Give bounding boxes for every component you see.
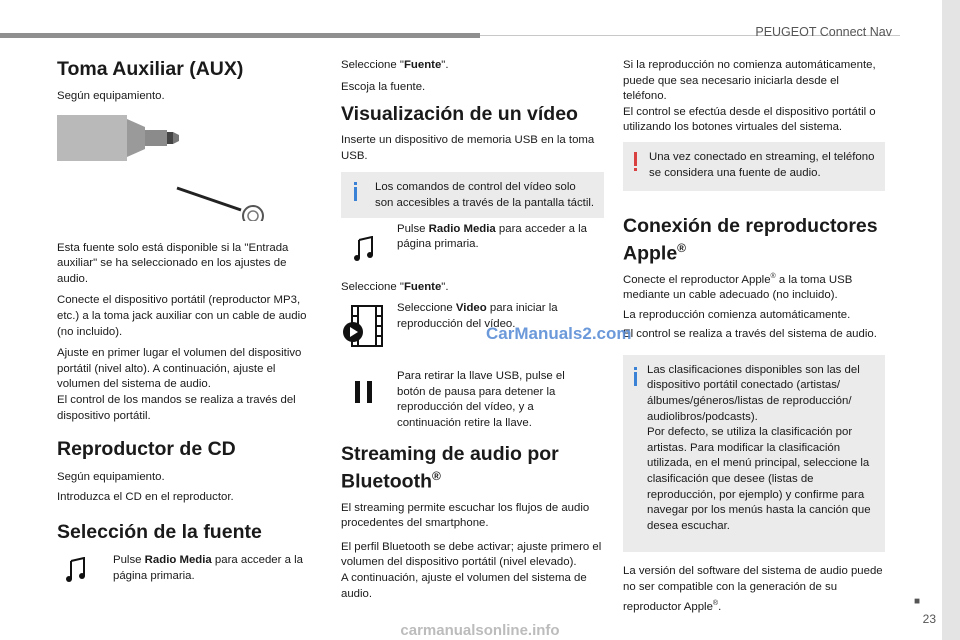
cd-title: Reproductor de CD xyxy=(57,438,236,461)
aux-paragraph-2: Conecte el dispositivo portátil (reproductor MP3, etc.) a la toma jack auxiliar con un cable de audio (no incluido). xyxy=(57,294,307,338)
video-select-text: Seleccione Video para iniciar la reproducción del vídeo. xyxy=(397,302,558,330)
streaming-paragraph-2: El control se efectúa desde el dispositivo portátil o utilizando los botones virtuales del sistema. xyxy=(623,105,876,134)
video-remove-text: Para retirar la llave USB, pulse el botón de pausa para detener la reproducción del vídeo, y a continuación retire la llave. xyxy=(397,370,565,429)
apple-info-note xyxy=(623,355,885,553)
video-title: Visualización de un vídeo xyxy=(341,103,578,126)
watermark-mid: CarManuals2.com xyxy=(486,324,632,343)
video-pulse-step xyxy=(341,222,603,272)
info-icon xyxy=(634,367,637,386)
video-info-note xyxy=(341,172,604,217)
apple-title: Conexión de reproductores Apple® xyxy=(623,215,878,265)
column-1 xyxy=(57,58,319,587)
page-number: 23 xyxy=(922,612,936,626)
apple-paragraph-1: Conecte el reproductor Apple® a la toma USB mediante un cable adecuado (no incluido). xyxy=(623,272,853,302)
streaming-warning-text: Una vez conectado en streaming, el teléfono se considera una fuente de audio. xyxy=(649,150,875,179)
video-pulse-text: Pulse Radio Media para acceder a la página primaria. xyxy=(397,222,587,251)
apple-paragraph-3: El control se realiza a través del sistema de audio. xyxy=(623,328,877,341)
page-side-tab xyxy=(942,0,960,640)
warning-icon xyxy=(634,152,637,171)
bluetooth-paragraph-1: El streaming permite escuchar los flujos de audio procedentes del smartphone. xyxy=(341,501,590,530)
apple-info-text-2: Por defecto, se utiliza la clasificación por artistas. Para modificar la clasificación utilizada, en el menú principal, seleccione la clasificación que desee (listas de reproducción, por ejemplo) y confirme para navegar por los menús hasta la canción que desea escuchar. xyxy=(647,426,871,532)
cd-insert: Introduzca el CD en el reproductor. xyxy=(57,490,234,503)
source-step xyxy=(57,553,319,587)
video-info-text: Los comandos de control del vídeo solo son accesibles a través de la pantalla táctil. xyxy=(375,181,595,209)
select-source-text: Seleccione "Fuente". xyxy=(341,59,449,71)
source-step-text: Pulse Radio Media para acceder a la página primaria. xyxy=(113,554,303,582)
streaming-warning-note xyxy=(623,142,885,191)
apple-info-text-1: Las clasificaciones disponibles son las del dispositivo portátil conectado (artistas/ álbumes/géneros/listas de reproducción/ audiolibros/podcasts). xyxy=(647,363,860,423)
watermark-footer: carmanualsonline.info xyxy=(400,622,560,639)
apple-paragraph-2: La reproducción comienza automáticamente. xyxy=(623,308,851,321)
column-3 xyxy=(623,58,885,615)
header-rule xyxy=(0,33,480,38)
pause-icon xyxy=(355,381,373,403)
aux-paragraph-4: El control de los mandos se realiza a través del dispositivo portátil. xyxy=(57,393,296,422)
header-title: PEUGEOT Connect Nav xyxy=(755,25,892,39)
cd-equipment: Según equipamiento. xyxy=(57,471,165,484)
source-title: Selección de la fuente xyxy=(57,521,262,544)
page-bullet: ■ xyxy=(913,596,920,607)
video-select-source: Seleccione "Fuente". xyxy=(341,280,449,293)
apple-paragraph-4: La versión del software del sistema de audio puede no ser compatible con la generación de su reproductor Apple®. xyxy=(623,565,883,613)
video-insert-text: Inserte un dispositivo de memoria USB en la toma USB. xyxy=(341,134,595,162)
bluetooth-paragraph-2: El perfil Bluetooth se debe activar; ajuste primero el volumen del dispositivo portátil (nivel elevado). xyxy=(341,540,602,569)
audio-jack-illustration xyxy=(57,113,319,221)
bluetooth-title: Streaming de audio por Bluetooth® xyxy=(341,443,559,493)
aux-title: Toma Auxiliar (AUX) xyxy=(57,58,244,80)
streaming-paragraph-1: Si la reproducción no comienza automáticamente, puede que sea necesario iniciarla desde el teléfono. xyxy=(623,59,876,103)
choose-source-text: Escoja la fuente. xyxy=(341,80,426,93)
bluetooth-paragraph-3: A continuación, ajuste el volumen del sistema de audio. xyxy=(341,572,587,600)
info-icon xyxy=(354,182,357,201)
aux-equipment: Según equipamiento. xyxy=(57,90,165,102)
music-note-icon xyxy=(353,236,375,262)
aux-paragraph-3: Ajuste en primer lugar el volumen del dispositivo portátil (nivel alto). A continuación, ajuste el volumen del sistema de audio. xyxy=(57,347,302,391)
aux-paragraph-1: Esta fuente solo está disponible si la "Entrada auxiliar" se ha seleccionado en los ajustes de audio. xyxy=(57,241,289,285)
video-play-icon xyxy=(341,305,383,347)
music-note-icon xyxy=(65,557,87,583)
video-remove-step xyxy=(341,369,603,435)
